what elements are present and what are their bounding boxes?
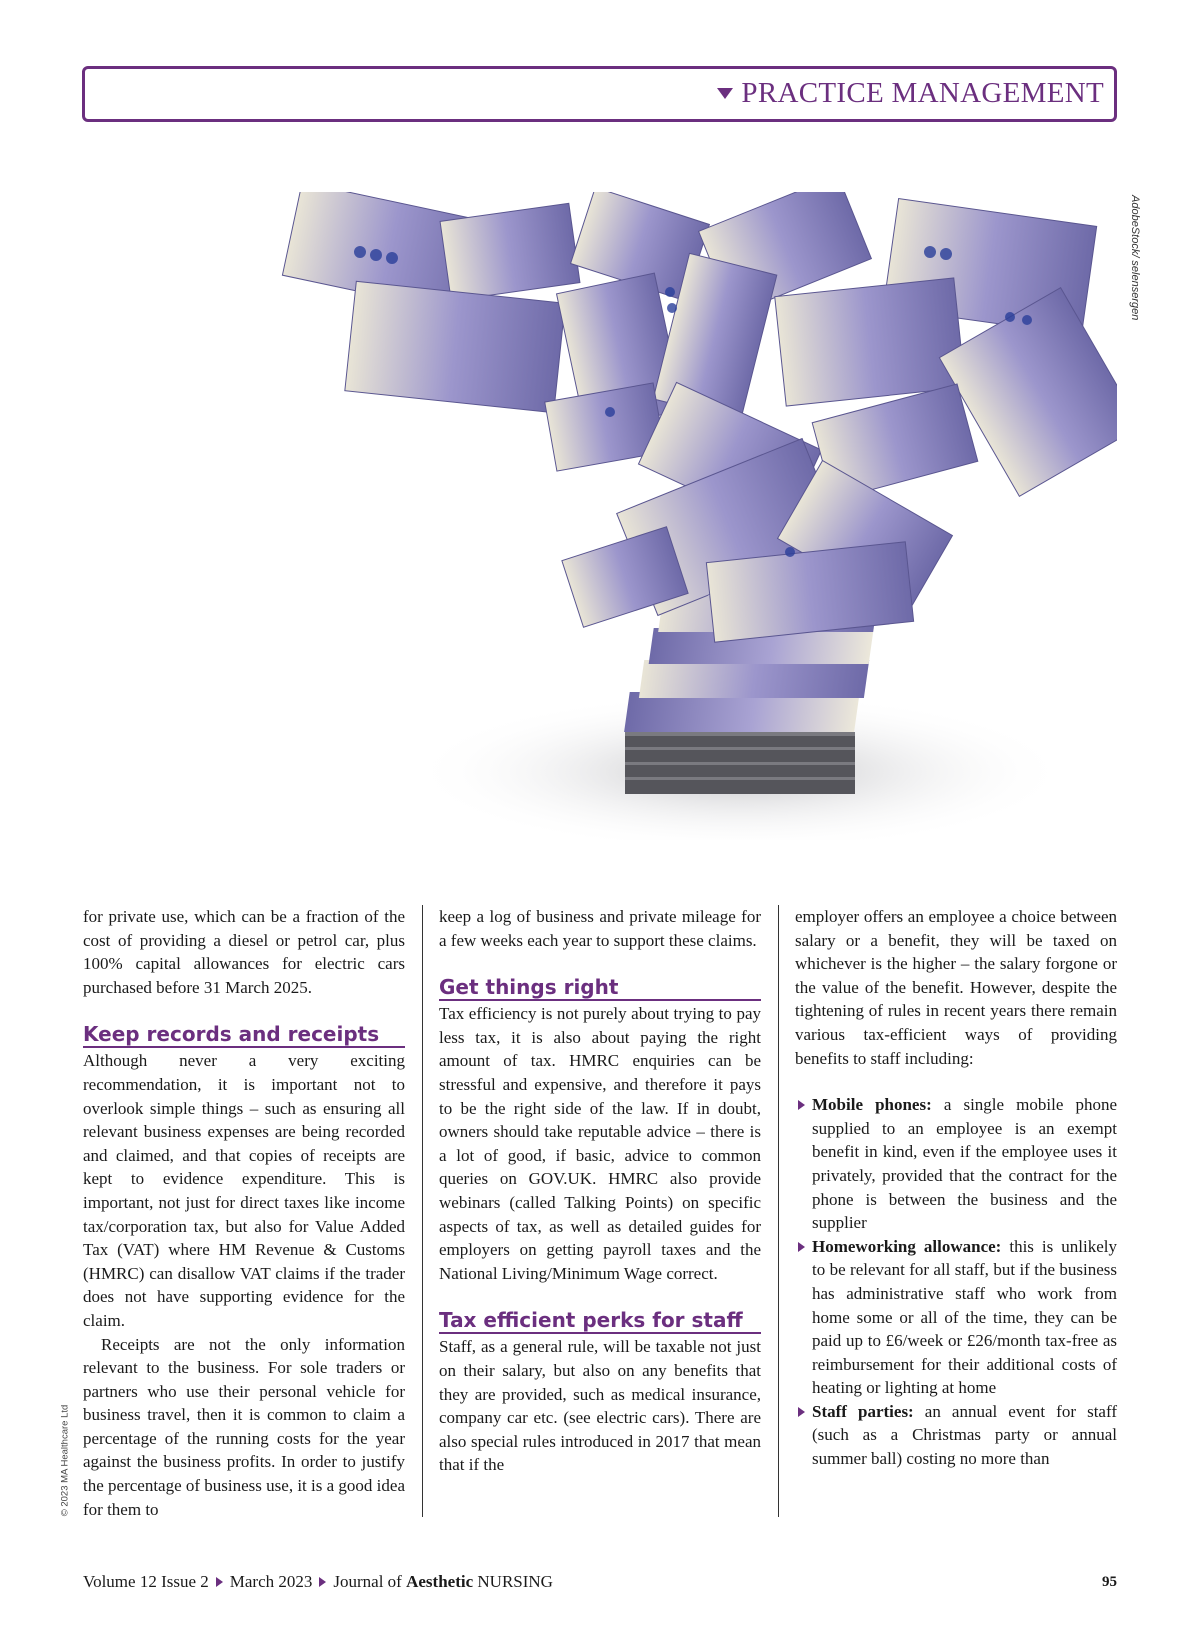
column-divider	[422, 905, 423, 1517]
list-item-term: Homeworking allowance:	[812, 1236, 1002, 1256]
paragraph: keep a log of business and private mileage for a few weeks each year to support these claims.	[439, 907, 761, 950]
subheading-keep-records: Keep records and receipts	[83, 1023, 405, 1048]
article-column-3	[795, 905, 1117, 1471]
triangle-down-icon	[717, 88, 733, 99]
paragraph: for private use, which can be a fraction of the cost of providing a diesel or petrol car, plus 100% capital allowances for electric cars purchased before 31 March 2025.	[83, 907, 405, 997]
list-item	[795, 1235, 1117, 1400]
paragraph: Receipts are not the only information relevant to the business. For sole traders or partners who use their personal vehicle for business travel, then it is common to claim a percentage of the running costs for the year against the business profits. In order to justify the percentage of business use, it is a good idea for them to	[83, 1334, 405, 1519]
flying-banknotes-illustration	[270, 192, 1117, 840]
list-item-term: Mobile phones:	[812, 1095, 932, 1115]
list-item	[795, 1093, 1117, 1235]
paragraph: Although never a very exciting recommendation, it is important not to overlook simple things – such as ensuring all relevant business expenses are being recorded and claimed, and that copies of receipts are kept to evidence expenditure. This is important, not just for direct taxes like income tax/corporation tax, but also for Value Added Tax (VAT) where HM Revenue & Customs (HMRC) can disallow VAT claims if the trader does not have supporting evidence for the claim.	[83, 1051, 405, 1330]
column-divider	[778, 905, 779, 1517]
article-column-2	[439, 905, 761, 1477]
paragraph: Tax efficiency is not purely about trying to pay less tax, it is also about paying the right amount of tax. HMRC enquiries can be stressful and expensive, and therefore it pays to be the right side of the law. If in doubt, owners should take reputable advice – there is a lot of good, if basic, advice to common queries on GOV.UK. HMRC also provide webinars (called Talking Points) on specific aspects of tax, as well as detailed guides for employers on getting payroll taxes and the National Living/Minimum Wage correct.	[439, 1004, 761, 1283]
banknotes-photo	[270, 192, 1117, 840]
footer-date: March 2023	[229, 1572, 313, 1591]
list-item-term: Staff parties:	[812, 1401, 914, 1421]
copyright-text: © 2023 MA Healthcare Ltd	[59, 1404, 71, 1516]
paragraph: Staff, as a general rule, will be taxable not just on their salary, but also on any benefits that they are provided, such as medical insurance, company car etc. (see electric cars). There are also special rules introduced in 2017 that mean that if the	[439, 1337, 761, 1475]
triangle-right-icon	[319, 1577, 326, 1587]
page-footer	[83, 1570, 1117, 1594]
list-item-text: an annual event for staff (such as a Christmas party or annual summer ball) costing no more than	[812, 1401, 1117, 1469]
section-label-text: PRACTICE MANAGEMENT	[741, 77, 1104, 109]
banknote-stack	[625, 732, 855, 794]
section-banner	[82, 66, 1117, 122]
page-number: 95	[1102, 1573, 1117, 1590]
perks-list	[795, 1093, 1117, 1471]
paragraph: employer offers an employee a choice between salary or a benefit, they will be taxed on whichever is the higher – the salary forgone or the value of the benefit. However, despite the tightening of rules in recent years there remain various tax-efficient ways of providing benefits to staff including:	[795, 907, 1117, 1068]
subheading-tax-efficient-perks: Tax efficient perks for staff	[439, 1309, 761, 1334]
footer-volume: Volume 12 Issue 2	[83, 1572, 209, 1591]
copyright-notice	[58, 1405, 72, 1515]
subheading-get-things-right: Get things right	[439, 976, 761, 1001]
article-column-1	[83, 905, 405, 1521]
footer-journal-prefix: Journal of	[333, 1572, 402, 1591]
footer-journal-bold: Aesthetic	[406, 1572, 474, 1591]
list-item	[795, 1400, 1117, 1471]
image-credit: AdobeStock/ selensergen	[1129, 195, 1141, 321]
list-item-text: a single mobile phone supplied to an employee is an exempt benefit in kind, even if the employee uses it privately, provided that the contract for the phone is between the business and the supplier	[812, 1095, 1117, 1233]
footer-journal-suffix: NURSING	[477, 1572, 553, 1591]
triangle-right-icon	[216, 1577, 223, 1587]
section-label	[717, 77, 1104, 110]
list-item-text: this is unlikely to be relevant for all staff, but if the business has administrative staff who work from home some or all of the time, they can be paid up to £6/week or £26/month tax-free as reimbursement for their additional costs of heating or lighting at home	[812, 1236, 1117, 1398]
